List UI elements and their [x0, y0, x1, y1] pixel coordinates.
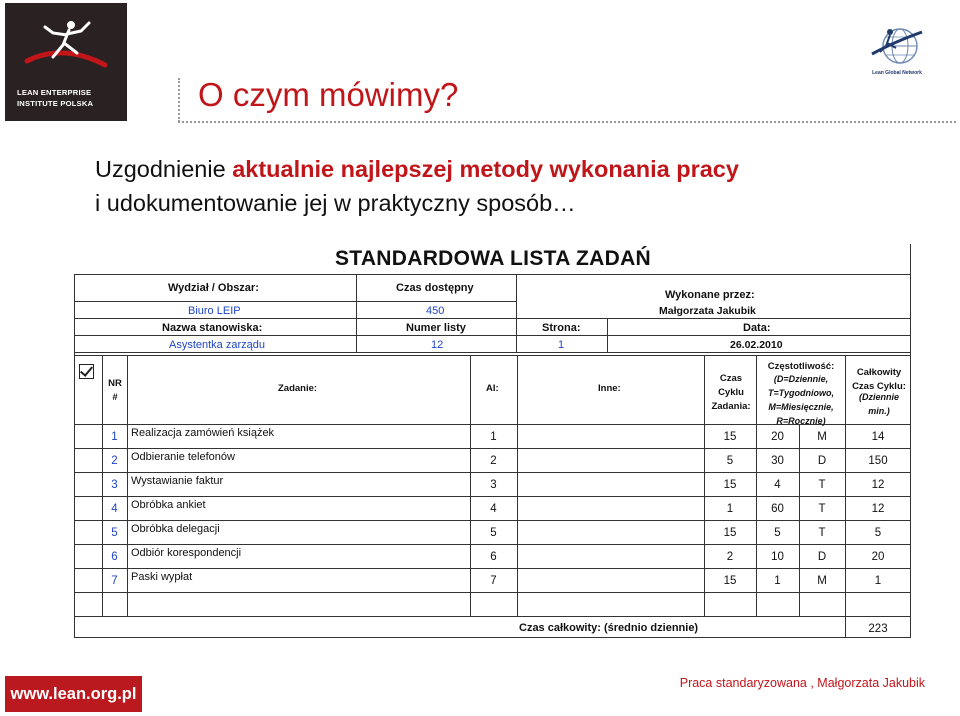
row-freq: T — [818, 479, 826, 491]
row-ai: 5 — [490, 527, 497, 539]
row-ai: 3 — [490, 479, 497, 491]
logo-text — [17, 87, 93, 109]
row-cycle: 15 — [723, 575, 737, 587]
header-line-1 — [74, 301, 516, 302]
row-freq: T — [818, 527, 826, 539]
row-nr: 6 — [111, 551, 118, 563]
total-value: 223 — [868, 623, 888, 635]
row-line-7 — [74, 592, 911, 593]
table-top-line — [74, 355, 911, 356]
dept-label: Wydział / Obszar: — [168, 282, 259, 294]
subtitle — [95, 152, 739, 220]
page-value: 1 — [558, 339, 565, 351]
globe-icon — [866, 24, 928, 70]
title-divider — [178, 121, 956, 123]
time-value: 450 — [426, 305, 445, 317]
col-cycle-header: Czas Cyklu Zadania: — [711, 373, 751, 412]
row-cycle: 15 — [723, 479, 737, 491]
subtitle-accent: aktualnie najlepszej metody wykonania pracy — [232, 156, 739, 182]
header-line-2 — [74, 318, 911, 319]
row-count: 20 — [771, 431, 784, 443]
row-nr: 3 — [111, 479, 118, 491]
row-count: 4 — [774, 479, 781, 491]
row-ai: 7 — [490, 575, 497, 587]
row-line-4 — [74, 520, 911, 521]
row-nr: 2 — [111, 455, 118, 467]
row-line-2 — [74, 472, 911, 473]
lgn-logo-text: Lean Global Network — [872, 70, 922, 76]
col-line-other — [517, 355, 518, 616]
row-task: Wystawianie faktur — [131, 475, 224, 487]
lei-polska-logo — [5, 3, 127, 121]
row-total: 14 — [871, 431, 885, 443]
title-vertical-divider — [178, 78, 180, 122]
row-count: 1 — [774, 575, 781, 587]
time-label: Czas dostępny — [396, 282, 474, 294]
row-freq: T — [818, 503, 826, 515]
row-cycle: 15 — [723, 431, 737, 443]
header-vline-1 — [356, 274, 357, 352]
footer-url-badge[interactable]: www.lean.org.pl — [5, 676, 142, 712]
logo-line1: LEAN ENTERPRISE — [17, 88, 92, 97]
row-count: 60 — [771, 503, 784, 515]
row-ai: 1 — [490, 431, 497, 443]
row-cycle: 15 — [723, 527, 737, 539]
checkbox-icon — [79, 364, 94, 379]
row-total: 5 — [874, 527, 882, 539]
by-value: Małgorzata Jakubik — [659, 305, 756, 317]
row-task: Odbieranie telefonów — [131, 451, 235, 463]
row-ai: 6 — [490, 551, 497, 563]
form-title: STANDARDOWA LISTA ZADAŃ — [334, 247, 652, 270]
subtitle-line1 — [95, 152, 739, 186]
table-bottom-line — [74, 637, 911, 638]
row-count: 30 — [771, 455, 784, 467]
row-nr: 7 — [111, 575, 118, 587]
slide-title: O czym mówimy? — [198, 76, 459, 113]
row-task: Obróbka ankiet — [131, 499, 206, 511]
row-cycle: 5 — [726, 455, 734, 467]
position-value: Asystentka zarządu — [169, 339, 265, 351]
lean-global-network-logo — [866, 24, 928, 82]
row-freq: M — [817, 575, 827, 587]
subtitle-part1: Uzgodnienie — [95, 156, 233, 182]
row-count: 10 — [771, 551, 784, 563]
date-value: 26.02.2010 — [730, 339, 783, 351]
col-task-header: Zadanie: — [278, 383, 318, 394]
by-label: Wykonane przez: — [665, 289, 755, 301]
row-total: 12 — [871, 503, 885, 515]
row-total: 1 — [874, 575, 882, 587]
col-nr-header: NR # — [108, 378, 122, 403]
row-cycle: 2 — [726, 551, 734, 563]
logo-line2: INSTITUTE POLSKA — [17, 99, 94, 108]
row-total: 12 — [871, 479, 885, 491]
row-total: 150 — [868, 455, 888, 467]
list-no-label: Numer listy — [406, 322, 466, 334]
row-freq: M — [817, 431, 827, 443]
col-ai-header: AI: — [486, 383, 499, 394]
row-nr: 4 — [111, 503, 118, 515]
row-ai: 2 — [490, 455, 497, 467]
row-task: Odbiór korespondencji — [131, 547, 242, 559]
header-top-line — [74, 274, 911, 275]
header-vline-3 — [607, 318, 608, 352]
dept-value: Biuro LEIP — [188, 305, 241, 317]
row-cycle: 1 — [726, 503, 734, 515]
col-other-header: Inne: — [598, 383, 621, 394]
row-ai: 4 — [490, 503, 497, 515]
header-line-3 — [74, 335, 911, 336]
col-line-task — [127, 355, 128, 616]
col-freq-header: Częstotliwość: — [767, 361, 835, 372]
standard-task-list-form — [74, 244, 912, 638]
list-no-value: 12 — [431, 339, 444, 351]
row-task: Obróbka delegacji — [131, 523, 220, 535]
row-nr: 5 — [111, 527, 118, 539]
row-task: Paski wypłat — [131, 571, 193, 583]
row-freq: D — [817, 551, 827, 563]
form-left-border — [74, 274, 75, 638]
col-freq-legend: (D=Dziennie, T=Tygodniowo, M=Miesięcznie, R=Rocznie) — [768, 374, 834, 426]
header-line-4 — [74, 352, 911, 353]
row-line-3 — [74, 496, 911, 497]
row-nr: 1 — [111, 431, 118, 443]
col-total-note: (Dziennie min.) — [858, 392, 899, 416]
footer-author: Praca standaryzowana , Małgorzata Jakubik — [679, 676, 925, 690]
total-label: Czas całkowity: (średnio dziennie) — [519, 622, 699, 634]
row-freq: D — [817, 455, 827, 467]
row-total: 20 — [871, 551, 885, 563]
row-count: 5 — [774, 527, 781, 539]
col-total-header: Całkowity Czas Cyklu: — [852, 367, 906, 392]
row-line-8 — [74, 616, 911, 617]
row-line-6 — [74, 568, 911, 569]
runner-figure-icon — [23, 17, 109, 77]
subtitle-line2: i udokumentowanie jej w praktyczny sposób… — [95, 190, 576, 216]
position-label: Nazwa stanowiska: — [162, 322, 263, 334]
row-line-1 — [74, 448, 911, 449]
header-vline-2 — [516, 274, 517, 352]
page-label: Strona: — [542, 322, 581, 334]
row-task: Realizacja zamówień książek — [131, 427, 275, 439]
row-line-5 — [74, 544, 911, 545]
date-label: Data: — [743, 322, 771, 334]
